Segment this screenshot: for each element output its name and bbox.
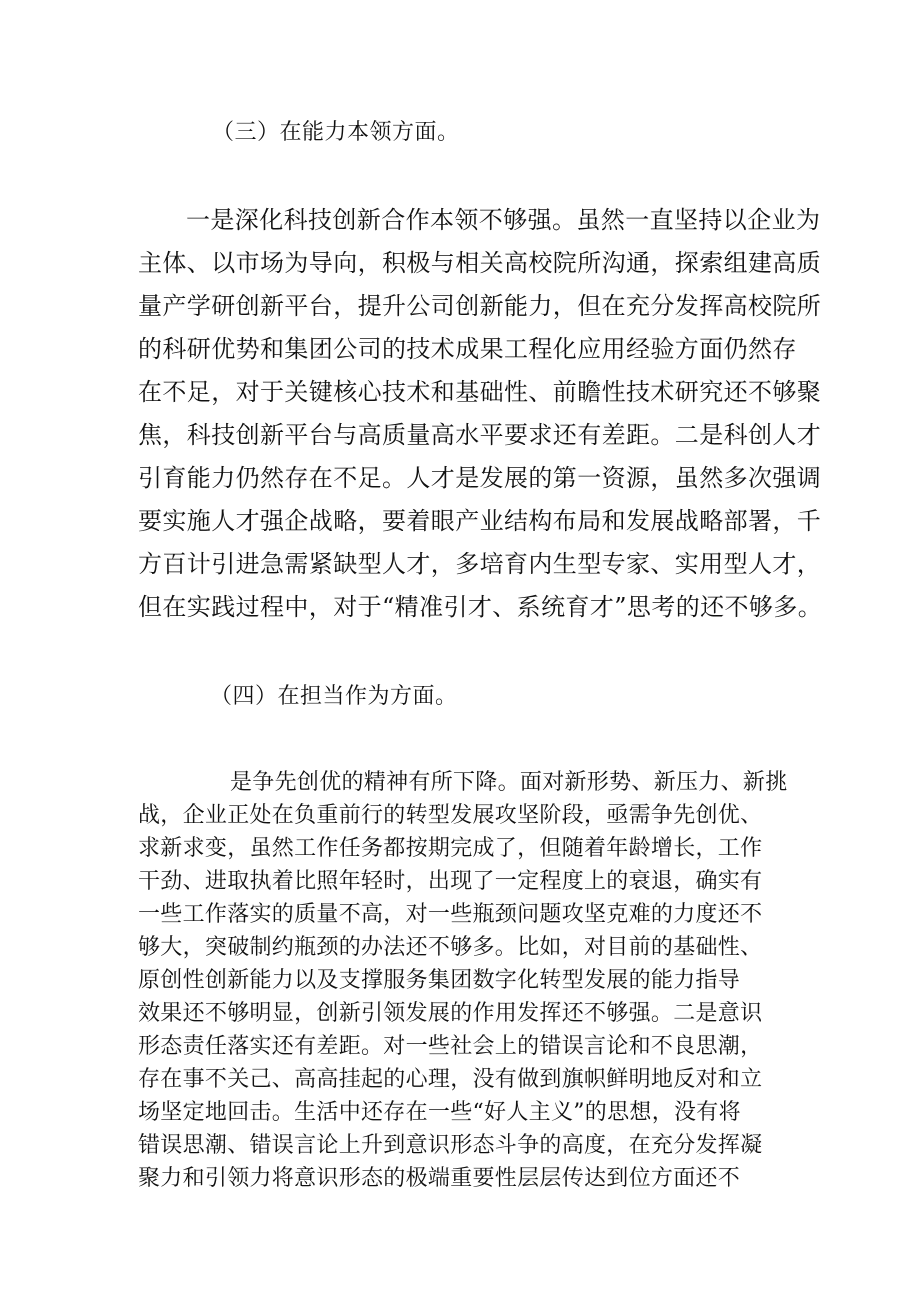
paragraph-line: 错误思潮、错误言论上升到意识形态斗争的高度，在充分发挥凝 (138, 1133, 763, 1158)
paragraph-line: 但在实践过程中，对于“精准引才、系统育才”思考的还不够多。 (138, 593, 823, 621)
paragraph-line: 的科研优势和集团公司的技术成果工程化应用经验方面仍然存 (138, 335, 797, 363)
paragraph-line: 主体、以市场为导向，积极与相关高校院所沟通，探索组建高质 (138, 249, 822, 277)
paragraph-line: 聚力和引领力将意识形态的极端重要性层层传达到位方面还不 (138, 1166, 741, 1191)
paragraph-line: 要实施人才强企战略，要着眼产业结构布局和发展战略部署，千 (138, 507, 822, 535)
paragraph-line: 求新求变，虽然工作任务都按期完成了，但随着年龄增长，工作 (138, 836, 763, 861)
paragraph-line: 焦，科技创新平台与高质量高水平要求还有差距。二是科创人才 (138, 421, 822, 449)
paragraph-line: 战，企业正处在负重前行的转型发展攻坚阶段，亟需争先创优、 (138, 803, 763, 828)
paragraph-line: 方百计引进急需紧缺型人才，多培育内生型专家、实用型人才， (138, 550, 822, 578)
paragraph-line: 是争先创优的精神有所下降。面对新形势、新压力、新挑 (230, 770, 788, 795)
paragraph-line: 量产学研创新平台，提升公司创新能力，但在充分发挥高校院所 (138, 292, 822, 320)
paragraph-line: 一些工作落实的质量不高，对一些瓶颈问题攻坚克难的力度还不 (138, 902, 763, 927)
paragraph-line: 干劲、进取执着比照年轻时，出现了一定程度上的衰退，确实有 (138, 869, 763, 894)
paragraph-line: 场坚定地回击。生活中还存在一些“好人主义”的思想，没有将 (138, 1100, 741, 1125)
paragraph-line: 引育能力仍然存在不足。人才是发展的第一资源，虽然多次强调 (138, 464, 822, 492)
section-heading-ability: （三）在能力本领方面。 (212, 120, 460, 145)
paragraph-line: 在不足，对于关键核心技术和基础性、前瞻性技术研究还不够聚 (138, 378, 822, 406)
paragraph-line: 存在事不关己、高高挂起的心理，没有做到旗帜鲜明地反对和立 (138, 1067, 763, 1092)
paragraph-line: 形态责任落实还有差距。对一些社会上的错误言论和不良思潮， (138, 1034, 763, 1059)
section-heading-responsibility: （四）在担当作为方面。 (210, 684, 458, 709)
paragraph-line: 够大，突破制约瓶颈的办法还不够多。比如，对目前的基础性、 (138, 935, 763, 960)
paragraph-line: 效果还不够明显，创新引领发展的作用发挥还不够强。二是意识 (138, 1001, 763, 1026)
paragraph-line: 一是深化科技创新合作本领不够强。虽然一直坚持以企业为 (186, 206, 821, 234)
paragraph-line: 原创性创新能力以及支撑服务集团数字化转型发展的能力指导 (138, 968, 741, 993)
